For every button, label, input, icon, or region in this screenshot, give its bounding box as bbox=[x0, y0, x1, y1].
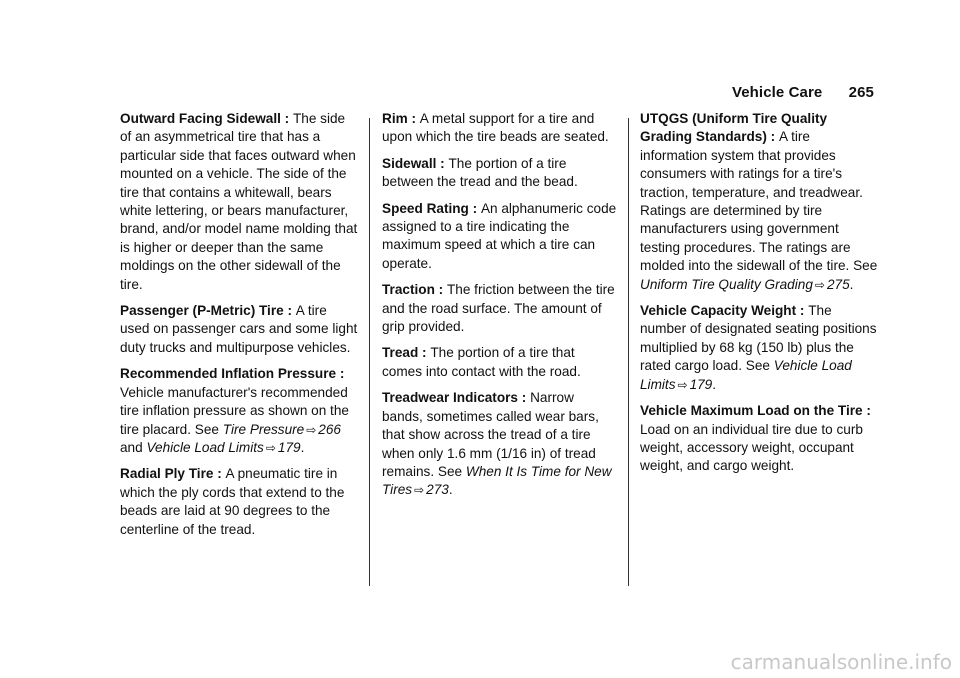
glossary-entry-rim bbox=[382, 110, 618, 147]
glossary-entry-speed-rating bbox=[382, 200, 618, 274]
connector-text: and bbox=[120, 439, 147, 455]
watermark: carmanualsonline.info bbox=[730, 650, 952, 674]
cross-reference-page: 273 bbox=[426, 482, 449, 498]
glossary-definition: A tire information system that provides consumers with ratings for a tire's traction, temperature, and treadwear. Ratings are determined by tire manufacturers using government testing procedures. The ratings are molded into the sidewall of the tire. See bbox=[640, 129, 878, 274]
glossary-entry-recommended-inflation-pressure bbox=[120, 365, 360, 457]
column-divider bbox=[628, 118, 629, 586]
glossary-term: Radial Ply Tire : bbox=[120, 466, 226, 481]
section-title: Vehicle Care bbox=[731, 84, 823, 101]
glossary-definition: Vehicle manufacturer's recommended tire inflation pressure as shown on the tire placard. See bbox=[120, 384, 349, 437]
page-header bbox=[732, 84, 874, 101]
page-number: 265 bbox=[848, 84, 874, 101]
glossary-definition: The side of an asymmetrical tire that has a particular side that faces outward when mounted on a vehicle. The side of the tire that contains a whitewall, bears white lettering, or bears manufacturer, brand, and/or model name molding that is higher or deeper than the same moldings on the other sidewall of the tire. bbox=[120, 111, 358, 292]
arrow-right-icon: ⇨ bbox=[677, 377, 688, 392]
cross-reference-link[interactable] bbox=[223, 422, 341, 437]
glossary-term: UTQGS (Uniform Tire Quality Grading Standards) : bbox=[640, 111, 827, 144]
glossary-definition: The number of designated seating positions multiplied by 68 kg (150 lb) plus the rated cargo load. See bbox=[640, 303, 877, 374]
cross-reference-title: Vehicle Load Limits bbox=[640, 358, 852, 392]
glossary-term: Vehicle Capacity Weight : bbox=[640, 303, 808, 318]
glossary-term: Speed Rating : bbox=[382, 201, 481, 216]
glossary-term: Passenger (P-Metric) Tire : bbox=[120, 303, 296, 318]
sentence-end: . bbox=[300, 439, 305, 455]
glossary-definition: A pneumatic tire in which the ply cords that extend to the beads are laid at 90 degrees to the centerline of the tread. bbox=[120, 466, 345, 537]
glossary-entry-traction bbox=[382, 281, 618, 336]
glossary-entry-sidewall bbox=[382, 155, 618, 192]
glossary-term: Recommended Inflation Pressure : bbox=[120, 366, 344, 381]
glossary-definition: The friction between the tire and the road surface. The amount of grip provided. bbox=[382, 282, 615, 335]
glossary-term: Sidewall : bbox=[382, 156, 449, 171]
glossary-term: Outward Facing Sidewall : bbox=[120, 111, 293, 126]
glossary-definition: A metal support for a tire and upon which the tire beads are seated. bbox=[382, 111, 609, 145]
cross-reference-title: Vehicle Load Limits bbox=[146, 439, 264, 455]
glossary-entry-treadwear-indicators bbox=[382, 389, 618, 499]
sentence-end: . bbox=[448, 482, 453, 498]
cross-reference-title: Tire Pressure bbox=[222, 421, 305, 437]
glossary-term: Traction : bbox=[382, 282, 447, 297]
glossary-term: Treadwear Indicators : bbox=[382, 390, 530, 405]
arrow-right-icon: ⇨ bbox=[814, 277, 825, 292]
cross-reference-link[interactable] bbox=[640, 277, 850, 292]
cross-reference-page: 266 bbox=[318, 421, 341, 437]
glossary-definition: Load on an individual tire due to curb weight, accessory weight, occupant weight, and cargo weight. bbox=[640, 421, 863, 474]
sentence-end: . bbox=[712, 376, 717, 392]
arrow-right-icon: ⇨ bbox=[306, 422, 317, 437]
glossary-entry-vehicle-maximum-load bbox=[640, 402, 880, 476]
cross-reference-title: When It Is Time for New Tires bbox=[382, 463, 612, 498]
glossary-term: Rim : bbox=[382, 111, 420, 126]
column-3 bbox=[640, 110, 880, 484]
column-divider bbox=[369, 118, 370, 586]
glossary-entry-utqgs bbox=[640, 110, 880, 294]
glossary-term: Vehicle Maximum Load on the Tire : bbox=[640, 403, 871, 418]
arrow-right-icon: ⇨ bbox=[414, 483, 425, 498]
glossary-term: Tread : bbox=[382, 345, 430, 360]
glossary-definition: The portion of a tire that comes into contact with the road. bbox=[382, 345, 581, 379]
column-2 bbox=[382, 110, 618, 508]
glossary-definition: A tire used on passenger cars and some light duty trucks and multipurpose vehicles. bbox=[120, 303, 358, 355]
cross-reference-page: 275 bbox=[826, 276, 850, 292]
glossary-entry-tread bbox=[382, 344, 618, 381]
glossary-entry-passenger-tire bbox=[120, 302, 360, 357]
cross-reference-link[interactable] bbox=[146, 440, 300, 455]
glossary-definition: An alphanumeric code assigned to a tire indicating the maximum speed at which a tire can operate. bbox=[382, 200, 617, 271]
cross-reference-title: Uniform Tire Quality Grading bbox=[640, 276, 813, 292]
glossary-entry-vehicle-capacity-weight bbox=[640, 302, 880, 394]
sentence-end: . bbox=[849, 276, 854, 292]
arrow-right-icon: ⇨ bbox=[265, 440, 276, 455]
column-1 bbox=[120, 110, 360, 547]
glossary-definition: The portion of a tire between the tread and the bead. bbox=[382, 155, 578, 190]
glossary-definition: Narrow bands, sometimes called wear bars, that show across the tread of a tire when only 1.6 mm (1/16 in) of tread remains. See bbox=[382, 390, 599, 479]
glossary-entry-radial-ply-tire bbox=[120, 465, 360, 539]
cross-reference-page: 179 bbox=[277, 439, 301, 455]
cross-reference-page: 179 bbox=[689, 376, 713, 392]
glossary-entry-outward-facing-sidewall bbox=[120, 110, 360, 294]
